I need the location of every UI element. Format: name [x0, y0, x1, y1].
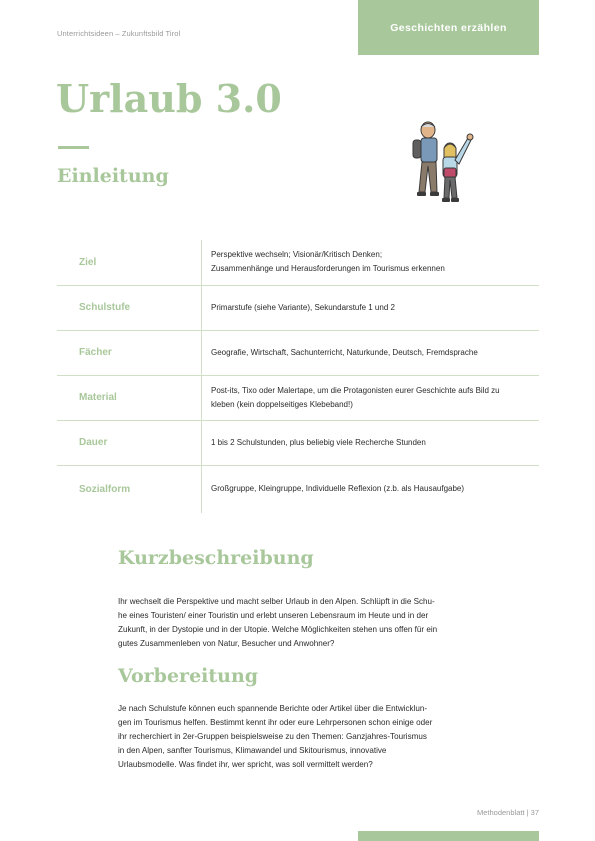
table-row	[57, 240, 539, 285]
breadcrumb: Unterrichtsideen – Zukunftsbild Tirol	[57, 29, 181, 38]
table-row	[57, 420, 539, 465]
info-table	[57, 240, 539, 513]
row-value: Post-its, Tixo oder Malertape, um die Protagonisten eurer Geschichte aufs Bild zu kleben (kein doppelseitiges Klebeband!)	[211, 385, 500, 409]
footer-accent-bar	[358, 831, 539, 841]
table-row	[57, 285, 539, 330]
table-row	[57, 375, 539, 420]
row-value: Großgruppe, Kleingruppe, Individuelle Reflexion (z.b. als Hausaufgabe)	[211, 484, 465, 494]
title-divider	[58, 146, 89, 149]
row-value: Perspektive wechseln; Visionär/Kritisch Denken; Zusammenhänge und Herausforderungen im Tourismus erkennen	[211, 250, 445, 274]
kurzbeschreibung-heading: Kurzbeschreibung	[118, 547, 314, 569]
tourist-couple-illustration	[408, 120, 478, 206]
vorbereitung-heading: Vorbereitung	[118, 665, 259, 687]
row-label: Material	[57, 375, 202, 420]
row-label: Fächer	[57, 330, 202, 375]
row-value: 1 bis 2 Schulstunden, plus beliebig viele Recherche Stunden	[211, 437, 426, 447]
intro-heading: Einleitung	[57, 165, 169, 187]
row-label: Ziel	[57, 240, 202, 285]
table-row	[57, 465, 539, 513]
page-number: Methodenblatt | 37	[477, 808, 539, 817]
table-row	[57, 330, 539, 375]
row-value: Geografie, Wirtschaft, Sachunterricht, Naturkunde, Deutsch, Fremdsprache	[211, 347, 478, 357]
kurzbeschreibung-text: Ihr wechselt die Perspektive und macht selber Urlaub in den Alpen. Schlüpft in die Schu- he eines Touristen/ einer Touristin und erlebt unseren Lebensraum im Heute und in der Zukunft, in der Dystopie und in der Utopie. Welche Möglichkeiten stehen uns offen für ein gutes Zusammenleben von Natur, Besucher und Anwohner?	[118, 597, 438, 648]
row-label: Dauer	[57, 420, 202, 465]
row-value: Primarstufe (siehe Variante), Sekundarstufe 1 und 2	[211, 302, 395, 312]
row-label: Schulstufe	[57, 285, 202, 330]
section-tab: Geschichten erzählen	[358, 0, 539, 55]
page-title: Urlaub 3.0	[56, 76, 282, 121]
vorbereitung-text: Je nach Schulstufe können euch spannende Berichte oder Artikel über die Entwicklun- gen im Tourismus helfen. Bestimmt kennt ihr oder eure Lehrpersonen schon einige oder ihr recherchiert in 2er-Gruppen beispielsweise zu den Themen: Ganzjahres-Tourismus in den Alpen, sanfter Tourismus, Klimawandel und Skitourismus, innovative Urlaubsmodelle. Was findet ihr, wer spricht, was soll vermittelt werden?	[118, 704, 433, 769]
row-label: Sozialform	[57, 465, 202, 513]
